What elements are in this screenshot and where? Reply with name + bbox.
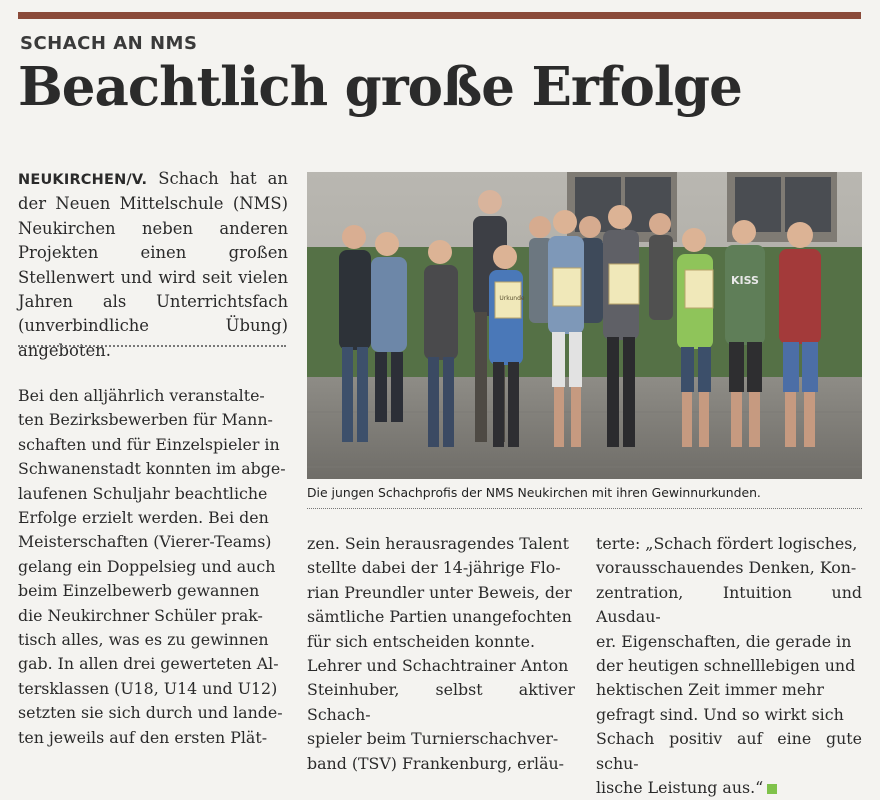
text-line: er. Eigenschaften, die gerade in — [596, 631, 852, 651]
text-line: Schach positiv auf eine gute schu- — [596, 729, 862, 773]
body-column-3 — [596, 532, 862, 800]
text-line: setzten sie sich durch und lande- — [18, 703, 283, 723]
lead-separator — [18, 345, 286, 347]
text-line: terte: „Schach fördert logisches, — [596, 534, 858, 553]
text-line: zentration, Intuition und Ausdau- — [596, 582, 862, 627]
article-lead — [18, 167, 288, 363]
article-headline: Beachtlich große Erfolge — [18, 56, 742, 118]
dateline: NEUKIRCHEN/V. — [18, 172, 148, 188]
lead-text: Schach hat an der Neuen Mittelschule (NMS) Neukirchen neben anderen Projekten einen großen Stellenwert und wird seit vielen Jahren als Unterrichtsfach (unverbindliche Übung) angeboten. — [18, 169, 288, 360]
text-line: rian Preundler unter Beweis, der — [307, 582, 572, 602]
article-kicker: SCHACH AN NMS — [20, 33, 198, 54]
text-line: Erfolge erzielt werden. Bei den — [18, 508, 269, 528]
certificate-label: Urkunde — [499, 295, 525, 302]
text-line: Steinhuber, selbst aktiver Schach- — [307, 680, 575, 724]
text-line: zen. Sein herausragendes Talent — [307, 534, 569, 553]
text-line: band (TSV) Frankenburg, erläu- — [307, 753, 565, 773]
text-line: Bei den alljährlich veranstalte- — [18, 386, 265, 405]
photo-caption: Die jungen Schachprofis der NMS Neukirchen mit ihren Gewinnurkunden. — [307, 485, 761, 500]
text-line: Lehrer und Schachtrainer Anton — [307, 656, 569, 676]
text-line: ten Bezirksbewerben für Mann- — [18, 410, 273, 430]
text-line: sämtliche Partien unangefochten — [307, 607, 572, 627]
text-line: gab. In allen drei gewerteten Al- — [18, 654, 279, 674]
text-line: Schwanenstadt konnten im abge- — [18, 459, 286, 479]
text-line: ten jeweils auf den ersten Plät- — [18, 727, 268, 747]
text-line: beim Einzelbewerb gewannen — [18, 581, 260, 601]
text-line: gelang ein Doppelsieg und auch — [18, 556, 276, 576]
shirt-print: KISS — [731, 274, 759, 287]
text-line: vorausschauendes Denken, Kon- — [596, 558, 857, 578]
team-photo — [307, 172, 862, 479]
text-line: für sich entscheiden konnte. — [307, 631, 535, 651]
body-column-2 — [307, 532, 575, 776]
text-line: gefragt sind. Und so wirkt sich — [596, 704, 844, 724]
text-line: tisch alles, was es zu gewinnen — [18, 630, 269, 650]
text-line: lische Leistung aus.“ — [596, 778, 764, 798]
text-line: der heutigen schnelllebigen und — [596, 656, 856, 676]
text-line: tersklassen (U18, U14 und U12) — [18, 678, 278, 698]
text-line: Meisterschaften (Vierer-Teams) — [18, 532, 272, 552]
caption-separator — [307, 508, 862, 509]
text-line: spieler beim Turnierschachver- — [307, 729, 559, 749]
text-line: hektischen Zeit immer mehr — [596, 680, 824, 700]
top-rule — [18, 12, 861, 19]
body-column-1 — [18, 384, 286, 750]
text-line: laufenen Schuljahr beachtliche — [18, 483, 268, 503]
end-mark-icon — [767, 784, 777, 794]
text-line: stellte dabei der 14-jährige Flo- — [307, 558, 561, 578]
text-line: die Neukirchner Schüler prak- — [18, 605, 263, 625]
text-line: schaften und für Einzelspieler in — [18, 434, 280, 454]
team-photo-illustration — [307, 172, 862, 479]
